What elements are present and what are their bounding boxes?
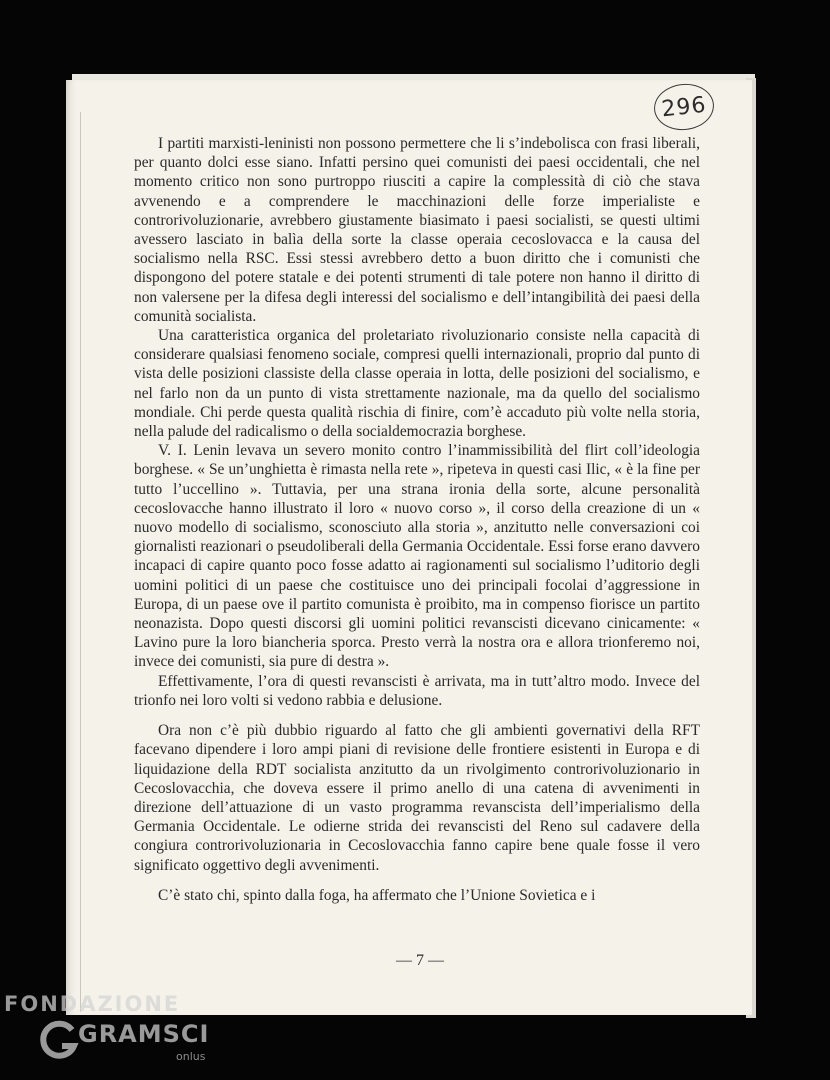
paragraph-1: I partiti marxisti-leninisti non possono permettere che li s’indebolisca con frasi liberali, per quanto dolci esse siano. Infatti persino quei comunisti dei paesi occidentali, che nel momento critico non sono purtroppo riusciti a capire la complessità di ciò che stava avvenendo e a comprendere le macchinazioni delle forze imperialiste e controrivoluzionarie, avrebbero giustamente biasimato i paesi socialisti, se questi ultimi avessero lasciato in balìa della sorte la classe operaia cecoslovacca e la causa del socialismo nella RSC. Essi stessi avrebbero detto a buon diritto che i comunisti che dispongono del potere statale e dei potenti strumenti di tale potere non hanno il diritto di non valersene per la difesa degli interessi del socialismo e dell’intangibilità dei paesi della comunità socialista. [134,135,700,325]
paragraph-5: Ora non c’è più dubbio riguardo al fatto che gli ambienti governativi della RFT facevano dipendere i loro ampi piani di revisione delle frontiere esistenti in Europa e di liquidazione della RDT socialista anzitutto da un rivolgimento controrivoluzionario in Cecoslovacchia, che doveva essere il primo anello di una catena di avvenimenti in direzione dell’attuazione di un vasto programma revanscista dell’imperialismo della Germania Occidentale. Le odierne strida dei revanscisti del Reno sul cadavere della congiura controrivoluzionaria in Cecoslovacchia fanno capire bene quale fosse il vero significato oggettivo degli avvenimenti. [134,722,700,874]
body-text [134,134,700,905]
watermark-logo-icon [36,1018,82,1064]
paragraph-3: V. I. Lenin levava un severo monito contro l’inammissibilità del flirt coll’ideologia borghese. « Se un’unghietta è rimasta nella rete », ripeteva in questi casi Ilic, « è la fine per tutto l’uccellino ». Tuttavia, per una strana ironia della sorte, alcune personalità cecoslovacche hanno illustrato il loro « nuovo corso », il corso della creazione di un « nuovo modello di socialismo, sconosciuto alla storia », anzitutto nelle conversazioni coi giornalisti reazionari o pseudoliberali della Germania Occidentale. Essi forse erano davvero incapaci di capire quanto poco fosse adatto ai ragionamenti sul socialismo l’uditorio degli uomini politici di un paese che costituisce uno dei principali focolai d’aggressione in Europa, di un paese ove il partito comunista è proibito, ma in compenso fiorisce un partito neonazista. Dopo questi discorsi gli uomini politici revanscisti dicevano cinicamente: « Lavino pure la loro biancheria sporca. Presto verrà la nostra ora e allora trionferemo noi, invece dei comunisti, sia pure di destra ». [134,442,700,671]
paragraph-6: C’è stato chi, spinto dalla foga, ha affermato che l’Unione Sovietica e i [158,886,596,904]
watermark-line-3: onlus [176,1050,206,1063]
paragraph-4: Effettivamente, l’ora di questi revanscisti è arrivata, ma in tutt’altro modo. Invece del trionfo nei loro volti si vedono rabbia e delusione. [134,672,700,709]
watermark-line-2: GRAMSCI [78,1020,210,1048]
watermark-line-1: FONDAZIONE [4,992,181,1016]
archive-number-stamp: 296 [652,81,716,133]
page-number: — 7 — [396,952,444,969]
page-fold-line [80,112,81,1012]
paragraph-2: Una caratteristica organica del proletariato rivoluzionario consiste nella capacità di considerare qualsiasi fenomeno sociale, compresi quelli internazionali, proprio dal punto di vista delle posizioni classiste della classe operaia in lotta, delle posizioni del socialismo, e nel farlo non da un punto di vista strettamente nazionale, ma da quello del socialismo mondiale. Chi perde questa qualità rischia di finire, com’è accaduto più volte nella storia, nella palude del radicalismo o della socialdemocrazia borghese. [134,327,700,441]
